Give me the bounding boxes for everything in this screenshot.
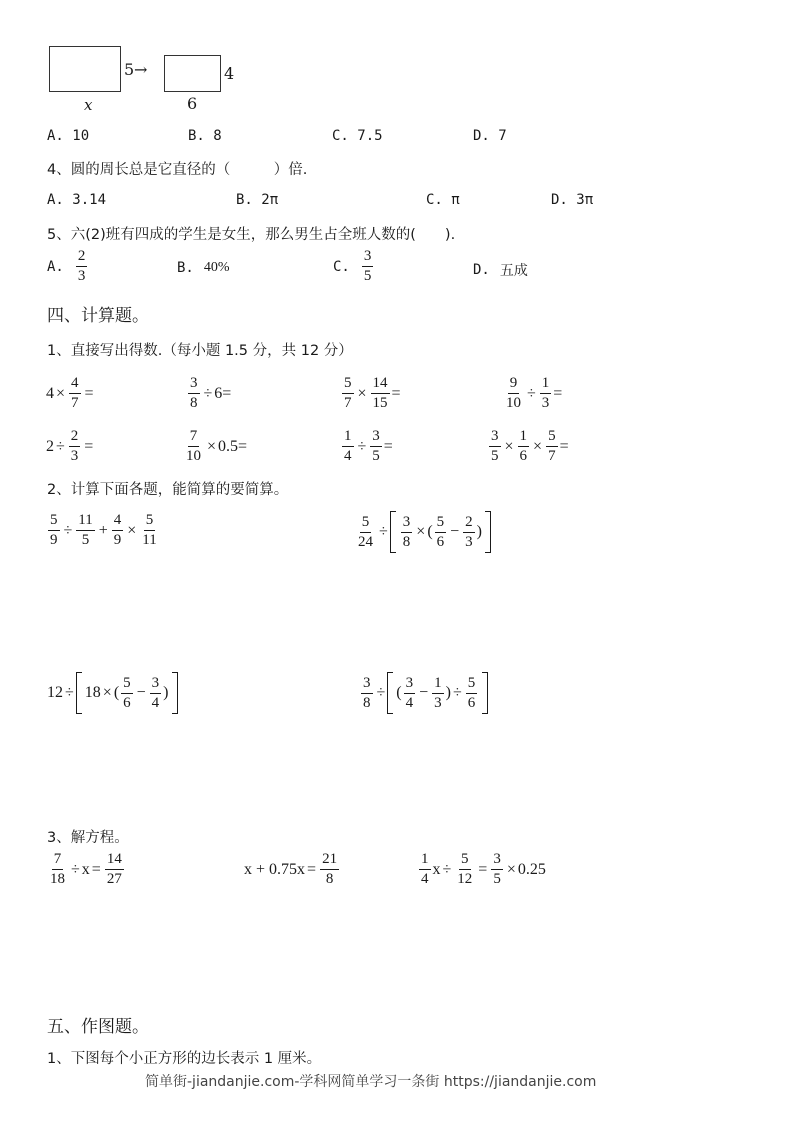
q4-option-d: D. 3π [551, 192, 594, 208]
rectangle-scaled [164, 55, 221, 92]
calc-item-2: $\frac{3}{8}$ ÷ 6 = [190, 375, 232, 411]
q3-option-d: D. 7 [473, 128, 507, 144]
calc-item-1: 4 × $\frac{4}{7}$ = [46, 375, 94, 411]
simplify-expr-4: $\frac{3}{8}$ ÷ ( $\frac{3}{4}$ − $\frac{1}{3}$ ) ÷ $\frac{5}{6}$ [359, 672, 488, 714]
equation-2: x + 0.75x = $\frac{21}{8}$ [244, 851, 338, 887]
q3-option-a: A. 10 [47, 128, 90, 144]
q5-option-b: B. 40% [177, 260, 230, 276]
footer-watermark: 简单街-jiandanjie.com-学科网简单学习一条街 https://jiandanjie.com [145, 1074, 597, 1090]
arrow-icon: → [134, 60, 148, 79]
calc-item-8: $\frac{3}{5}$ × $\frac{1}{6}$ × $\frac{5}{7}$ = [491, 428, 569, 464]
simplify-expr-2: $\frac{5}{24}$ ÷ $\frac{3}{8}$ × ( $\frac{5}{6}$ − $\frac{2}{3}$ ) [354, 511, 491, 553]
rect2-label-bottom: 6 [187, 94, 198, 113]
calc-item-7: $\frac{1}{4}$ ÷ $\frac{3}{5}$ = [344, 428, 393, 464]
q4-option-a: A. 3.14 [47, 192, 107, 208]
section4-part3-title: 3、解方程。 [47, 830, 129, 846]
q4-option-b: B. 2π [236, 192, 279, 208]
q3-option-c: C. 7.5 [332, 128, 383, 144]
section5-part1: 1、下图每个小正方形的边长表示 1 厘米。 [47, 1051, 322, 1067]
rect-label-bottom: x [84, 96, 93, 114]
fraction: $\frac{3}{5}$ [363, 248, 372, 284]
rectangle-original [49, 46, 121, 92]
q5-option-a: A. $\frac{2}{3}$ [47, 248, 86, 284]
fraction: $\frac{2}{3}$ [77, 248, 86, 284]
simplify-expr-3: 12 ÷ 18 × ( $\frac{5}{6}$ − $\frac{3}{4}$ ) [47, 672, 178, 714]
rect-label-right: 5 [124, 60, 135, 79]
calc-item-6: $\frac{7}{10}$ × 0.5 = [186, 428, 248, 464]
q4-option-c: C. π [426, 192, 460, 208]
calc-item-5: 2 ÷ $\frac{2}{3}$ = [46, 428, 94, 464]
section5-title: 五、作图题。 [47, 1017, 149, 1037]
q5-option-c: C. $\frac{3}{5}$ [333, 248, 372, 284]
simplify-expr-1: $\frac{5}{9}$ ÷ $\frac{11}{5}$ + $\frac{4}{9}$ × $\frac{5}{11}$ [50, 512, 157, 548]
equation-1: $\frac{7}{18}$ ÷ x = $\frac{14}{27}$ [50, 851, 122, 887]
q4-question: 4、圆的周长总是它直径的（ ）倍. [47, 162, 308, 178]
rect2-label-right: 4 [224, 64, 235, 83]
section4-title: 四、计算题。 [47, 306, 149, 326]
q3-option-b: B. 8 [188, 128, 222, 144]
q5-question: 5、六(2)班有四成的学生是女生，那么男生占全班人数的( ). [47, 227, 456, 243]
section4-part1-title: 1、直接写出得数.（每小题 1.5 分，共 12 分） [47, 343, 353, 359]
calc-item-3: $\frac{5}{7}$ × $\frac{14}{15}$ = [344, 375, 401, 411]
calc-item-4: $\frac{9}{10}$ ÷ $\frac{1}{3}$ = [506, 375, 563, 411]
equation-3: $\frac{1}{4}$ x ÷ $\frac{5}{12}$ = $\frac{3}{5}$ × 0.25 [421, 851, 546, 887]
q5-option-d: D. 五成 [473, 262, 528, 279]
section4-part2-title: 2、计算下面各题，能简算的要简算。 [47, 482, 289, 498]
